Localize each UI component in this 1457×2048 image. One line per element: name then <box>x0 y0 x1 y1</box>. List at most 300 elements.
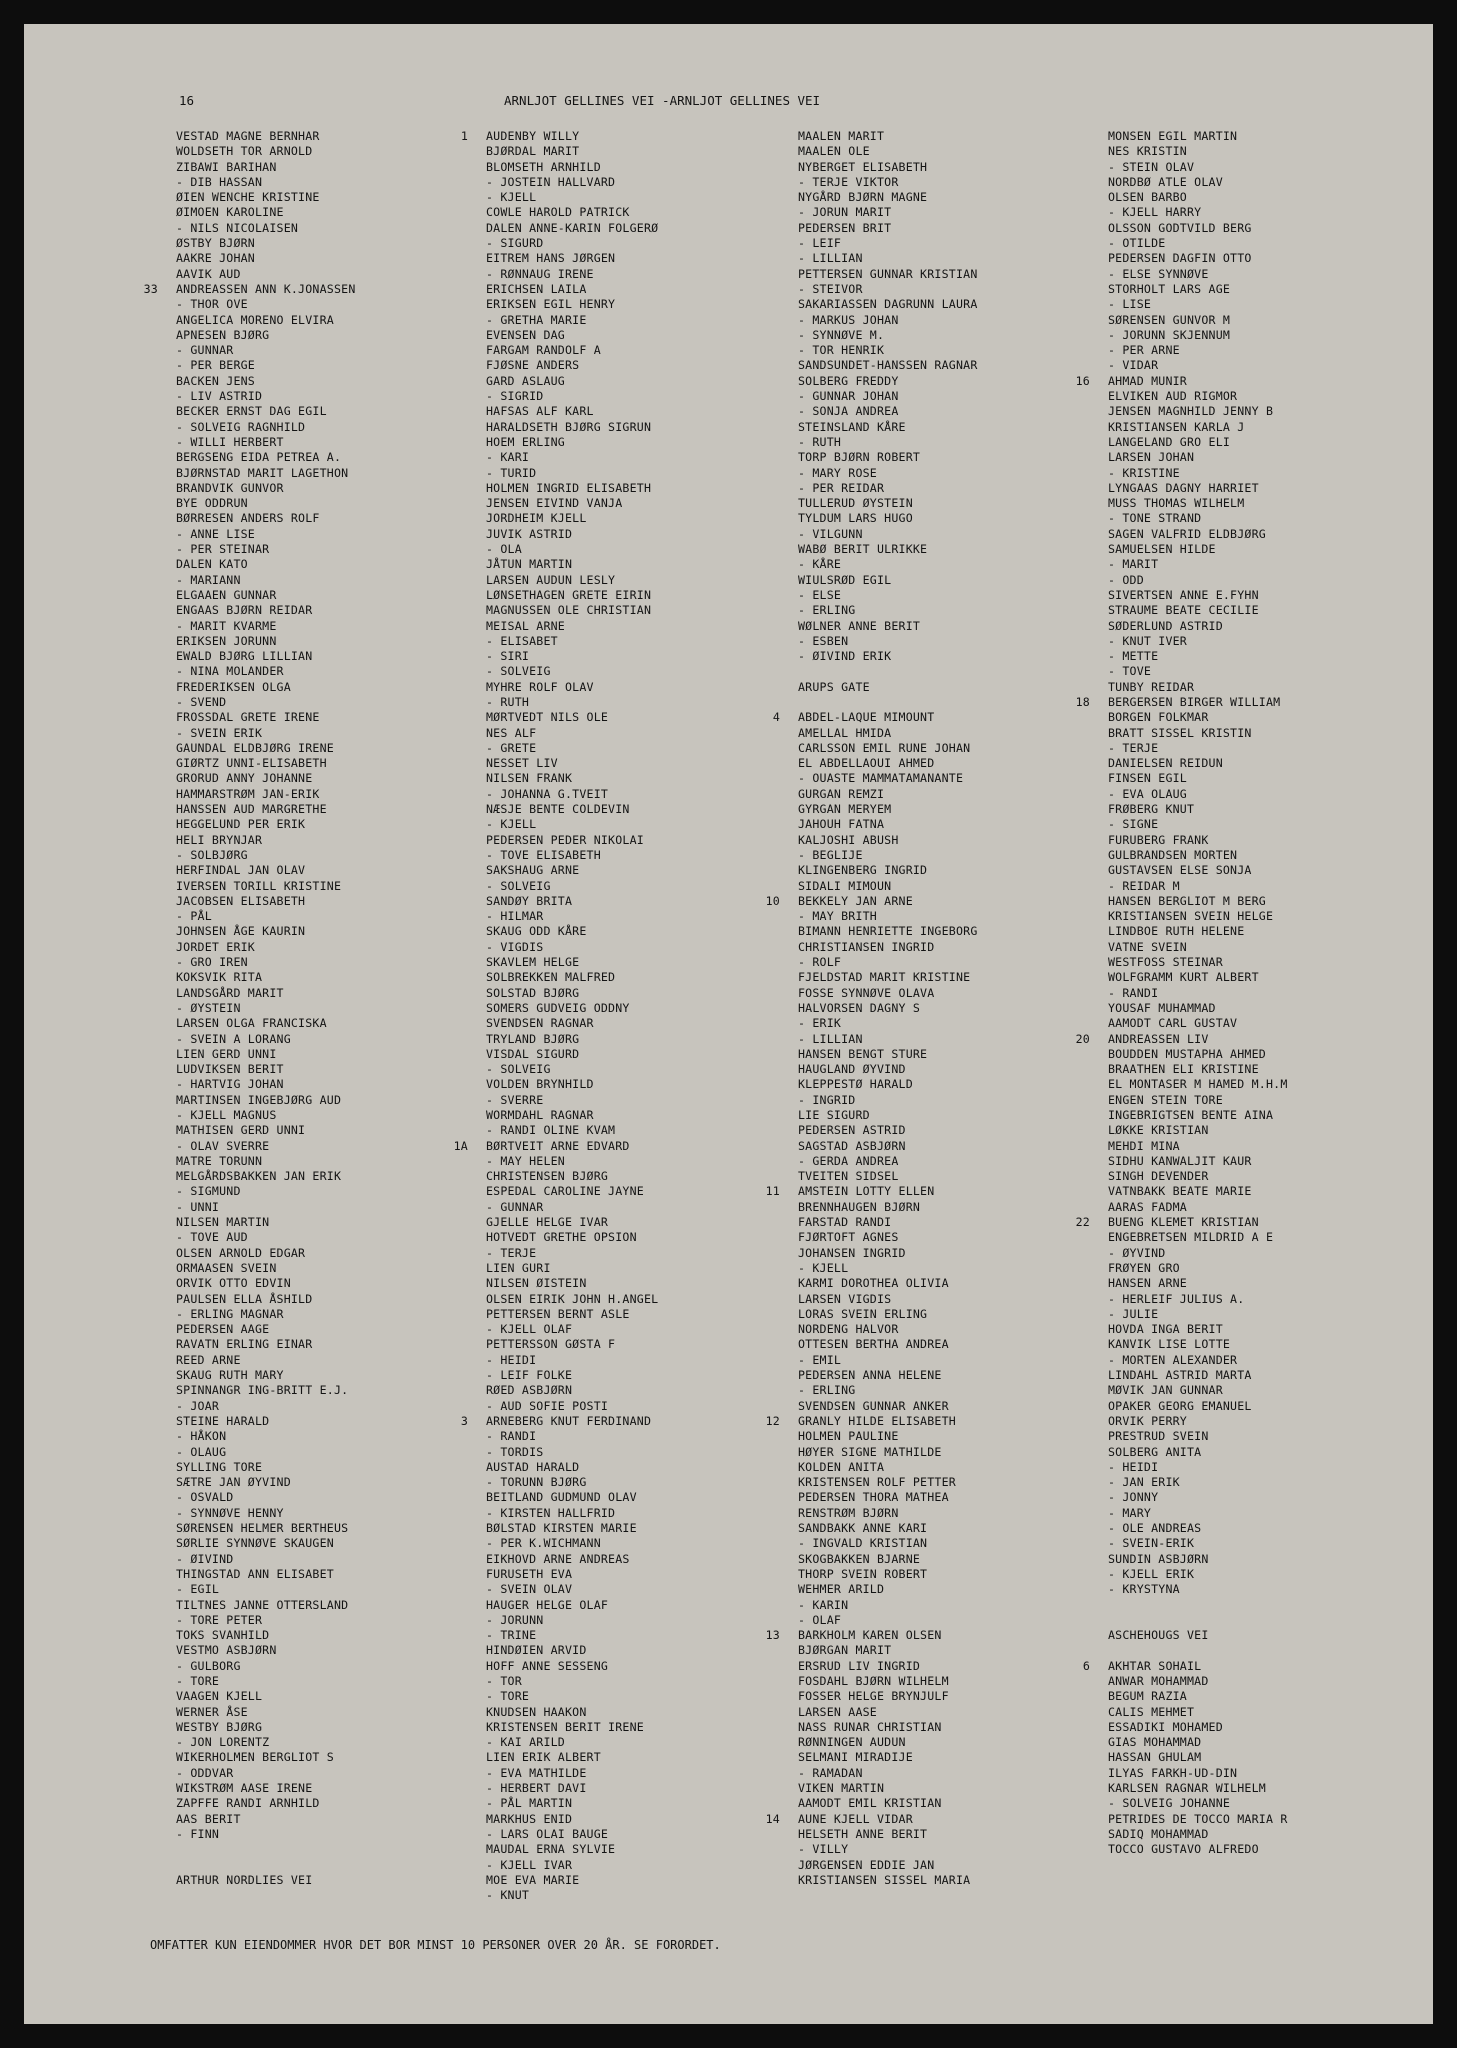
resident-name: - KRYSTYNA <box>1108 1582 1180 1597</box>
resident-name: SELMANI MIRADIJE <box>798 1750 913 1765</box>
resident-name: ANDREASSEN LIV <box>1108 1031 1209 1046</box>
resident-line <box>486 420 658 435</box>
resident-line <box>176 1475 356 1490</box>
resident-line <box>176 496 356 511</box>
resident-name: SOLBERG ANITA <box>1108 1444 1202 1459</box>
resident-line <box>486 450 658 465</box>
resident-line <box>486 389 658 404</box>
resident-line <box>176 1047 356 1062</box>
resident-name: ELVIKEN AUD RIGMOR <box>1108 389 1238 404</box>
resident-name: WERNER ÅSE <box>176 1704 248 1719</box>
resident-name: BJØRDAL MARIT <box>486 144 580 159</box>
resident-line <box>486 282 658 297</box>
resident-name: JENSEN EIVIND VANJA <box>486 496 623 511</box>
resident-name: PAULSEN ELLA ÅSHILD <box>176 1291 313 1306</box>
resident-line <box>798 1858 978 1873</box>
resident-name: ABDEL-LAQUE MIMOUNT <box>798 710 935 725</box>
resident-line <box>486 1077 658 1092</box>
resident-line <box>486 741 658 756</box>
resident-line <box>1108 756 1288 771</box>
resident-name: - PÅL <box>176 909 212 924</box>
resident-name: SAKSHAUG ARNE <box>486 863 580 878</box>
resident-name: ARUPS GATE <box>798 679 870 694</box>
resident-line <box>486 374 658 389</box>
resident-name: RENSTRØM BJØRN <box>798 1505 899 1520</box>
resident-line <box>176 909 356 924</box>
resident-line <box>1108 1093 1288 1108</box>
resident-name: - SIGMUND <box>176 1184 241 1199</box>
resident-line <box>798 970 978 985</box>
resident-line <box>798 756 978 771</box>
resident-line <box>798 1735 978 1750</box>
resident-name: - KJELL IVAR <box>486 1857 573 1872</box>
resident-line <box>1108 802 1288 817</box>
resident-line <box>1108 970 1288 985</box>
resident-name: - VILGUNN <box>798 526 863 541</box>
resident-name: - MARIT KVARME <box>176 618 277 633</box>
resident-line <box>176 1230 356 1245</box>
resident-line <box>486 909 658 924</box>
document-page <box>24 24 1433 2024</box>
resident-line <box>798 1490 978 1505</box>
resident-name: ORVIK PERRY <box>1108 1413 1187 1428</box>
resident-line <box>798 1001 978 1016</box>
resident-name: - EVA MATHILDE <box>486 1765 587 1780</box>
resident-line <box>798 695 978 710</box>
resident-name: OLSSON GODTVILD BERG <box>1108 220 1252 235</box>
resident-name: PEDERSEN BRIT <box>798 220 892 235</box>
resident-name: KRISTIANSEN SVEIN HELGE <box>1108 909 1274 924</box>
resident-name: FOSSER HELGE BRYNJULF <box>798 1689 949 1704</box>
resident-line <box>798 1307 978 1322</box>
resident-name: VOLDEN BRYNHILD <box>486 1077 594 1092</box>
house-number: 14 <box>765 1811 780 1826</box>
resident-line <box>765 1628 978 1643</box>
resident-line <box>486 328 658 343</box>
resident-line <box>798 1230 978 1245</box>
resident-name: DALEN KATO <box>176 557 248 572</box>
resident-name: ØIEN WENCHE KRISTINE <box>176 190 320 205</box>
resident-line <box>486 1659 658 1674</box>
resident-name: - KRISTINE <box>1108 465 1180 480</box>
resident-name: - PER BERGE <box>176 358 255 373</box>
resident-line <box>176 1077 356 1092</box>
resident-line <box>1108 557 1288 572</box>
resident-name: BRAATHEN ELI KRISTINE <box>1108 1062 1259 1077</box>
resident-name: HOFF ANNE SESSENG <box>486 1658 609 1673</box>
resident-line <box>798 175 978 190</box>
resident-line <box>798 160 978 175</box>
resident-line <box>176 1674 356 1689</box>
resident-line <box>765 1184 978 1199</box>
resident-name: - TOVE ELISABETH <box>486 847 601 862</box>
resident-line <box>1108 1169 1288 1184</box>
resident-name: JORDHEIM KJELL <box>486 511 587 526</box>
resident-line <box>486 1169 658 1184</box>
resident-line <box>486 1628 658 1643</box>
resident-line <box>798 1337 978 1352</box>
resident-name: EL MONTASER M HAMED M.H.M <box>1108 1077 1288 1092</box>
resident-line <box>798 924 978 939</box>
resident-name: KANVIK LISE LOTTE <box>1108 1337 1231 1352</box>
resident-line <box>176 1429 356 1444</box>
resident-line <box>1108 144 1288 159</box>
resident-name: AAMODT EMIL KRISTIAN <box>798 1796 942 1811</box>
resident-line <box>176 1613 356 1628</box>
resident-line <box>176 1276 356 1291</box>
resident-line <box>143 281 356 297</box>
resident-line <box>486 710 658 725</box>
resident-name: SÆTRE JAN ØYVIND <box>176 1475 291 1490</box>
resident-name: ENGEN STEIN TORE <box>1108 1092 1223 1107</box>
resident-line <box>176 404 356 419</box>
resident-line <box>486 527 658 542</box>
resident-name: JOHNSEN ÅGE KAURIN <box>176 924 306 939</box>
resident-line <box>1108 771 1288 786</box>
resident-name: BERGERSEN BIRGER WILLIAM <box>1108 694 1281 709</box>
resident-name: - LARS OLAI BAUGE <box>486 1826 609 1841</box>
resident-name: - PER K.WICHMANN <box>486 1536 601 1551</box>
resident-line <box>176 1766 356 1781</box>
resident-line <box>798 328 978 343</box>
resident-name: - THOR OVE <box>176 297 248 312</box>
resident-line <box>176 1873 356 1888</box>
resident-name: ERICHSEN LAILA <box>486 281 587 296</box>
resident-line <box>798 1582 978 1597</box>
resident-line <box>176 1445 356 1460</box>
resident-line <box>1108 1750 1288 1765</box>
resident-name: FURUSETH EVA <box>486 1566 573 1581</box>
resident-name: - SOLVEIG JOHANNE <box>1108 1796 1231 1811</box>
listing-column-1 <box>143 129 356 1888</box>
resident-line <box>486 1062 658 1077</box>
resident-name: BUENG KLEMET KRISTIAN <box>1108 1215 1259 1230</box>
resident-line <box>798 1353 978 1368</box>
resident-name: - ERLING MAGNAR <box>176 1306 284 1321</box>
resident-name: - RAMADAN <box>798 1765 863 1780</box>
resident-name: ORVIK OTTO EDVIN <box>176 1276 291 1291</box>
resident-line <box>486 695 658 710</box>
resident-name: - STEIVOR <box>798 281 863 296</box>
resident-line <box>176 1490 356 1505</box>
resident-name: FINSEN EGIL <box>1108 771 1187 786</box>
resident-name: TRYLAND BJØRG <box>486 1031 580 1046</box>
resident-name: TULLERUD ØYSTEIN <box>798 496 913 511</box>
resident-name: LINDBOE RUTH HELENE <box>1108 924 1245 939</box>
resident-name: FROSSDAL GRETE IRENE <box>176 710 320 725</box>
resident-name: AAMODT CARL GUSTAV <box>1108 1016 1238 1031</box>
resident-name: ARTHUR NORDLIES VEI <box>176 1872 313 1887</box>
resident-line <box>798 1123 978 1138</box>
resident-name: LIEN GURI <box>486 1260 551 1275</box>
resident-line <box>798 1016 978 1031</box>
resident-name: - SVEIN ERIK <box>176 725 263 740</box>
resident-name: NYGÅRD BJØRN MAGNE <box>798 190 928 205</box>
resident-line <box>1108 1475 1288 1490</box>
resident-line <box>1108 496 1288 511</box>
resident-name: - OLE ANDREAS <box>1108 1521 1202 1536</box>
resident-line <box>798 1536 978 1551</box>
resident-name: MAGNUSSEN OLE CHRISTIAN <box>486 603 652 618</box>
resident-name: THORP SVEIN ROBERT <box>798 1566 928 1581</box>
resident-name: - GRO IREN <box>176 955 248 970</box>
resident-name: BECKER ERNST DAG EGIL <box>176 404 327 419</box>
resident-name: - SIRI <box>486 649 530 664</box>
resident-name: - EGIL <box>176 1582 220 1597</box>
resident-line <box>176 1184 356 1199</box>
resident-line <box>486 1643 658 1658</box>
resident-line <box>176 358 356 373</box>
resident-line <box>176 328 356 343</box>
resident-name: JOHANSEN INGRID <box>798 1245 906 1260</box>
resident-name: MØRTVEDT NILS OLE <box>486 710 609 725</box>
resident-line <box>486 603 658 618</box>
resident-name: HOVDA INGA BERIT <box>1108 1322 1223 1337</box>
resident-name: BEKKELY JAN ARNE <box>798 893 913 908</box>
resident-name: MEISAL ARNE <box>486 618 565 633</box>
resident-name: - SOLVEIG <box>486 664 551 679</box>
resident-name: - KNUT IVER <box>1108 633 1187 648</box>
resident-name: BORGEN FOLKMAR <box>1108 710 1209 725</box>
resident-name: MONSEN EGIL MARTIN <box>1108 129 1238 143</box>
resident-name: SOMERS GUDVEIG ODDNY <box>486 1000 630 1015</box>
resident-name: - TRINE <box>486 1628 537 1643</box>
resident-line <box>176 970 356 985</box>
resident-line <box>486 496 658 511</box>
resident-name: - MAY HELEN <box>486 1153 565 1168</box>
resident-line <box>798 267 978 282</box>
resident-name: LARSEN AUDUN LESLY <box>486 572 616 587</box>
resident-line <box>798 1674 978 1689</box>
resident-line <box>1108 1368 1288 1383</box>
resident-line <box>486 511 658 526</box>
resident-name: - LILLIAN <box>798 1031 863 1046</box>
resident-name: - ØYVIND <box>1108 1245 1166 1260</box>
resident-line <box>176 879 356 894</box>
resident-line <box>1108 894 1288 909</box>
resident-name: BRATT SISSEL KRISTIN <box>1108 725 1252 740</box>
resident-name: - EVA OLAUG <box>1108 786 1187 801</box>
resident-line <box>1108 358 1288 373</box>
resident-line <box>486 1337 658 1352</box>
resident-name: - OLAF <box>798 1612 842 1627</box>
resident-name: - TOR HENRIK <box>798 343 885 358</box>
resident-name: WESTFOSS STEINAR <box>1108 955 1223 970</box>
resident-line <box>798 1154 978 1169</box>
resident-line <box>1108 588 1288 603</box>
resident-name: ENGEBRETSEN MILDRID A E <box>1108 1230 1274 1245</box>
resident-line <box>1108 1720 1288 1735</box>
resident-name: SADIQ MOHAMMAD <box>1108 1826 1209 1841</box>
resident-name: - RANDI <box>1108 985 1159 1000</box>
resident-line <box>176 1582 356 1597</box>
resident-line <box>765 893 978 909</box>
resident-line <box>798 1215 978 1230</box>
resident-name: SUNDIN ASBJØRN <box>1108 1551 1209 1566</box>
resident-name: - REIDAR M <box>1108 878 1180 893</box>
resident-line <box>1108 251 1288 266</box>
resident-line <box>1108 1842 1288 1857</box>
resident-line <box>176 848 356 863</box>
resident-line <box>176 573 356 588</box>
resident-name: LORAS SVEIN ERLING <box>798 1306 928 1321</box>
resident-name: ZIBAWI BARIHAN <box>176 159 277 174</box>
resident-name: - ØIVIND ERIK <box>798 649 892 664</box>
resident-name: MAALEN MARIT <box>798 129 885 143</box>
resident-name: - LISE <box>1108 297 1152 312</box>
resident-name: - MARY ROSE <box>798 465 877 480</box>
footer-note: OMFATTER KUN EIENDOMMER HVOR DET BOR MINST 10 PERSONER OVER 20 ÅR. SE FORORDET. <box>150 1938 721 1952</box>
resident-line <box>486 313 658 328</box>
resident-line <box>798 986 978 1001</box>
resident-line <box>486 1812 658 1827</box>
resident-line <box>486 1827 658 1842</box>
resident-name: - KJELL <box>486 190 537 205</box>
resident-line <box>486 190 658 205</box>
resident-name: ANDREASSEN ANN K.JONASSEN <box>176 281 356 296</box>
resident-name: - NILS NICOLAISEN <box>176 220 299 235</box>
resident-name: SIVERTSEN ANNE E.FYHN <box>1108 587 1259 602</box>
resident-name: NYBERGET ELISABETH <box>798 159 928 174</box>
resident-name: VESTMO ASBJØRN <box>176 1643 277 1658</box>
resident-line <box>1108 1062 1288 1077</box>
resident-name: - HARTVIG JOHAN <box>176 1077 284 1092</box>
resident-name: SØRENSEN HELMER BERTHEUS <box>176 1521 349 1536</box>
resident-name: MEHDI MINA <box>1108 1138 1180 1153</box>
resident-name: - OSVALD <box>176 1490 234 1505</box>
resident-line <box>1108 511 1288 526</box>
resident-name: - JOSTEIN HALLVARD <box>486 174 616 189</box>
resident-line <box>798 573 978 588</box>
resident-line <box>486 771 658 786</box>
resident-name: GAUNDAL ELDBJØRG IRENE <box>176 740 334 755</box>
resident-name: ØIMOEN KAROLINE <box>176 205 284 220</box>
resident-line <box>176 221 356 236</box>
resident-line <box>176 144 356 159</box>
resident-line <box>176 1337 356 1352</box>
resident-line <box>798 664 978 679</box>
resident-name: BEGUM RAZIA <box>1108 1689 1187 1704</box>
resident-name: CARLSSON EMIL RUNE JOHAN <box>798 740 971 755</box>
resident-line <box>1108 1766 1288 1781</box>
resident-name: RØED ASBJØRN <box>486 1383 573 1398</box>
resident-line <box>1108 542 1288 557</box>
resident-line <box>486 817 658 832</box>
resident-name: - KÅRE <box>798 557 842 572</box>
resident-name: - MAY BRITH <box>798 909 877 924</box>
resident-name: IVERSEN TORILL KRISTINE <box>176 878 342 893</box>
resident-line <box>486 1123 658 1138</box>
resident-name: ØSTBY BJØRN <box>176 236 255 251</box>
resident-line <box>798 1093 978 1108</box>
resident-line <box>486 221 658 236</box>
resident-name: HAUGER HELGE OLAF <box>486 1597 609 1612</box>
resident-line <box>176 1353 356 1368</box>
resident-line <box>176 450 356 465</box>
resident-name: - ERIK <box>798 1016 842 1031</box>
resident-line <box>486 1521 658 1536</box>
resident-line <box>798 1796 978 1811</box>
resident-line <box>798 1643 978 1658</box>
resident-line <box>176 1123 356 1138</box>
resident-line <box>176 817 356 832</box>
resident-line <box>176 1720 356 1735</box>
resident-line <box>1108 955 1288 970</box>
resident-line <box>486 1383 658 1398</box>
resident-line <box>1108 1689 1288 1704</box>
resident-line <box>798 450 978 465</box>
resident-name: STORHOLT LARS AGE <box>1108 281 1231 296</box>
resident-name: KARLSEN RAGNAR WILHELM <box>1108 1781 1266 1796</box>
resident-line <box>798 802 978 817</box>
resident-name: HAMMARSTRØM JAN-ERIK <box>176 786 320 801</box>
resident-name: WIKSTRØM AASE IRENE <box>176 1781 313 1796</box>
resident-line <box>176 542 356 557</box>
resident-line <box>176 1781 356 1796</box>
resident-name: - ROLF <box>798 955 842 970</box>
resident-name: BRANDVIK GUNVOR <box>176 480 284 495</box>
resident-line <box>1108 1154 1288 1169</box>
resident-line <box>1108 466 1288 481</box>
resident-line <box>798 1322 978 1337</box>
resident-name: NES ALF <box>486 725 537 740</box>
resident-line <box>1108 1399 1288 1414</box>
resident-name: - ANNE LISE <box>176 526 255 541</box>
resident-name: PRESTRUD SVEIN <box>1108 1429 1209 1444</box>
resident-name: - INGRID <box>798 1092 856 1107</box>
resident-name: VATNBAKK BEATE MARIE <box>1108 1184 1252 1199</box>
resident-line <box>798 1429 978 1444</box>
resident-line <box>176 297 356 312</box>
resident-line <box>798 909 978 924</box>
resident-name: FRØYEN GRO <box>1108 1260 1180 1275</box>
resident-name: - KIRSTEN HALLFRID <box>486 1505 616 1520</box>
resident-name: KARMI DOROTHEA OLIVIA <box>798 1276 949 1291</box>
resident-name: PETRIDES DE TOCCO MARIA R <box>1108 1811 1288 1826</box>
resident-name: - KJELL HARRY <box>1108 205 1202 220</box>
resident-line <box>1108 404 1288 419</box>
resident-line <box>486 1582 658 1597</box>
resident-name: - TOVE <box>1108 664 1152 679</box>
resident-line <box>486 894 658 909</box>
resident-line <box>486 1429 658 1444</box>
resident-name: ERIKSEN EGIL HENRY <box>486 297 616 312</box>
resident-line <box>798 1506 978 1521</box>
resident-line <box>1108 603 1288 618</box>
resident-line <box>798 817 978 832</box>
resident-name: - FINN <box>176 1826 220 1841</box>
resident-name: AMELLAL HMIDA <box>798 725 892 740</box>
listing-column-3 <box>765 129 978 1888</box>
resident-line <box>486 955 658 970</box>
resident-line <box>1108 848 1288 863</box>
resident-name: ERIKSEN JORUNN <box>176 633 277 648</box>
resident-name: KRISTIANSEN KARLA J <box>1108 419 1245 434</box>
resident-name: SØDERLUND ASTRID <box>1108 618 1223 633</box>
house-number: 22 <box>1075 1215 1090 1230</box>
resident-line <box>486 557 658 572</box>
resident-name: - RANDI <box>486 1429 537 1444</box>
resident-line <box>798 879 978 894</box>
resident-name: - JORUNN SKJENNUM <box>1108 327 1231 342</box>
resident-line <box>486 1276 658 1291</box>
resident-name: PEDERSEN DAGFIN OTTO <box>1108 251 1252 266</box>
resident-name: PEDERSEN ASTRID <box>798 1123 906 1138</box>
resident-name: - LEIF FOLKE <box>486 1368 573 1383</box>
resident-line <box>798 588 978 603</box>
resident-name: KLINGENBERG INGRID <box>798 863 928 878</box>
resident-line <box>798 940 978 955</box>
